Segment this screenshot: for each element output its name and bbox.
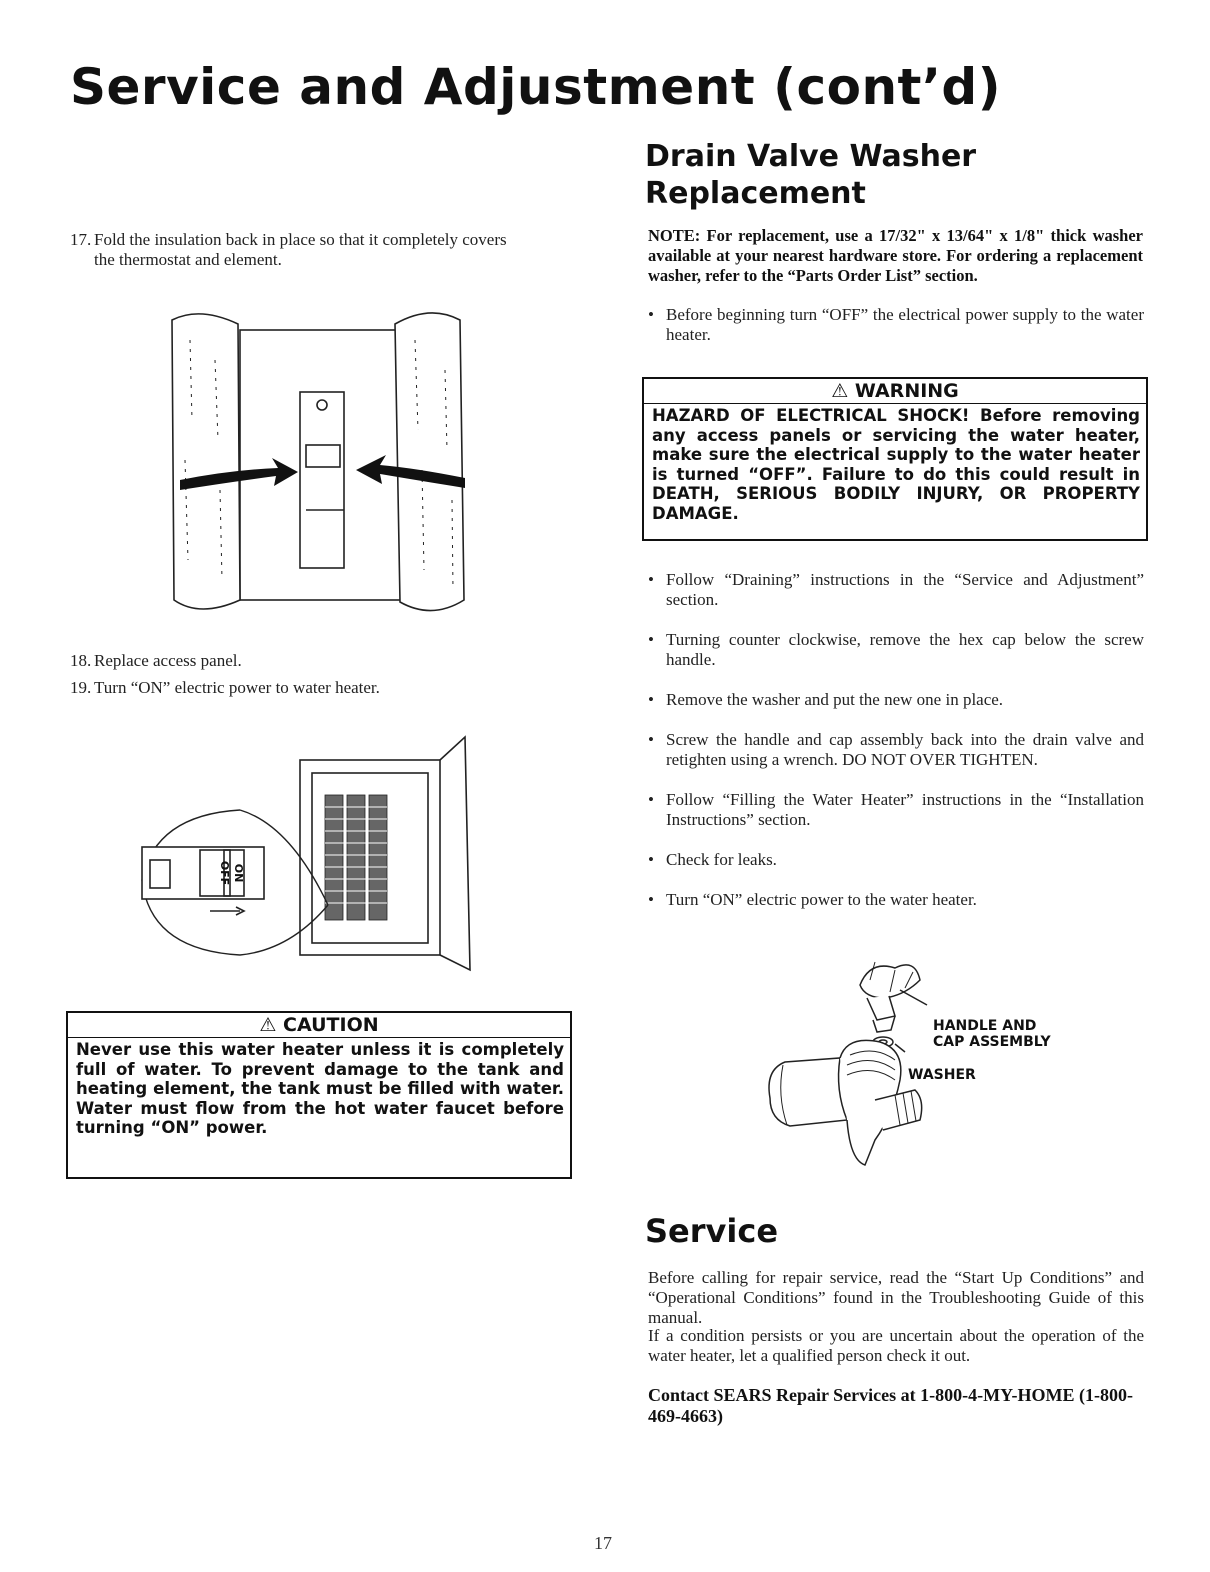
bullet-power-off bbox=[648, 305, 1144, 345]
drain-valve-illustration bbox=[755, 950, 1075, 1175]
bullet-text: Remove the washer and put the new one in place. bbox=[666, 690, 1004, 709]
caution-body: Never use this water heater unless it is completely full of water. To prevent damage to the tank and heating element, the tank must be filled with water. Water must flow from the hot water faucet before turning “ON” power. bbox=[76, 1040, 564, 1137]
page-title: Service and Adjustment (cont’d) bbox=[70, 58, 1002, 116]
bullet-dot: • bbox=[648, 305, 654, 324]
caution-header bbox=[68, 1013, 570, 1038]
bullet-item bbox=[648, 730, 1144, 770]
service-paragraph-2: If a condition persists or you are uncertain about the operation of the water heater, let a qualified person check it out. bbox=[648, 1326, 1144, 1365]
caution-box bbox=[66, 1011, 572, 1179]
bullet-text: Follow “Filling the Water Heater” instructions in the “Installation Instructions” section. bbox=[666, 790, 1144, 829]
handle-label-line1: HANDLE AND bbox=[933, 1018, 1037, 1034]
step-text: Replace access panel. bbox=[94, 651, 242, 670]
contact-sears: Contact SEARS Repair Services at 1-800-4-MY-HOME (1-800-469-4663) bbox=[648, 1385, 1133, 1426]
bullet-dot: • bbox=[648, 690, 654, 709]
breaker-on-label: ON bbox=[232, 863, 245, 883]
bullet-dot: • bbox=[648, 850, 654, 869]
breaker-off-label: OFF bbox=[218, 860, 231, 886]
caution-heading: CAUTION bbox=[283, 1014, 379, 1036]
bullet-dot: • bbox=[648, 570, 654, 589]
bullet-text: Turning counter clockwise, remove the hex cap below the screw handle. bbox=[666, 630, 1144, 669]
handle-cap-label bbox=[933, 1018, 1051, 1050]
step-text-line2: the thermostat and element. bbox=[94, 250, 282, 269]
drain-valve-heading bbox=[645, 138, 976, 212]
service-paragraph-1: Before calling for repair service, read the “Start Up Conditions” and “Operational Conditions” found in the Troubleshooting Guide of this manual. bbox=[648, 1268, 1144, 1327]
warning-box bbox=[642, 377, 1148, 541]
step-number: 19. bbox=[70, 678, 92, 697]
warning-triangle-icon: ⚠ bbox=[831, 380, 849, 402]
drain-heading-line1: Drain Valve Washer bbox=[645, 139, 977, 174]
bullet-item bbox=[648, 790, 1144, 830]
step-number: 17. bbox=[70, 230, 92, 249]
warning-header bbox=[644, 379, 1146, 404]
handle-label-line2: CAP ASSEMBLY bbox=[933, 1034, 1051, 1050]
step-18 bbox=[70, 651, 242, 671]
bullet-text: Before beginning turn “OFF” the electrical power supply to the water heater. bbox=[666, 305, 1144, 344]
service-heading: Service bbox=[645, 1212, 779, 1250]
warning-heading: WARNING bbox=[854, 380, 959, 402]
step-text-line1: Fold the insulation back in place so that it completely covers bbox=[94, 230, 507, 249]
bullet-item bbox=[648, 890, 1144, 910]
bullet-item bbox=[648, 850, 1144, 870]
insulation-illustration bbox=[160, 300, 480, 620]
drain-heading-line2: Replacement bbox=[645, 176, 866, 211]
bullet-dot: • bbox=[648, 730, 654, 749]
bullet-item bbox=[648, 630, 1144, 670]
bullet-text: Follow “Draining” instructions in the “Service and Adjustment” section. bbox=[666, 570, 1144, 609]
warning-triangle-icon: ⚠ bbox=[259, 1014, 277, 1036]
bullet-dot: • bbox=[648, 790, 654, 809]
step-text: Turn “ON” electric power to water heater. bbox=[94, 678, 380, 697]
step-number: 18. bbox=[70, 651, 92, 670]
step-17 bbox=[70, 230, 570, 270]
bullet-text: Screw the handle and cap assembly back into the drain valve and retighten using a wrench. DO NOT OVER TIGHTEN. bbox=[666, 730, 1144, 769]
washer-label: WASHER bbox=[908, 1067, 976, 1083]
bullet-text: Turn “ON” electric power to the water heater. bbox=[666, 890, 977, 909]
bullet-item bbox=[648, 570, 1144, 610]
step-19 bbox=[70, 678, 380, 698]
page-number: 17 bbox=[594, 1533, 612, 1553]
replacement-note: NOTE: For replacement, use a 17/32" x 13/64" x 1/8" thick washer available at your nearest hardware store. For ordering a replacement washer, refer to the “Parts Order List” section. bbox=[648, 226, 1143, 285]
bullet-item bbox=[648, 690, 1144, 710]
breaker-panel-illustration bbox=[140, 715, 485, 985]
bullet-text: Check for leaks. bbox=[666, 850, 777, 869]
bullet-dot: • bbox=[648, 630, 654, 649]
bullet-dot: • bbox=[648, 890, 654, 909]
warning-body: HAZARD OF ELECTRICAL SHOCK! Before removing any access panels or servicing the water heater, make sure the electrical supply to the water heater is turned “OFF”. Failure to do this could result in DEATH, SERIOUS BODILY INJURY, OR PROPERTY DAMAGE. bbox=[652, 406, 1140, 523]
